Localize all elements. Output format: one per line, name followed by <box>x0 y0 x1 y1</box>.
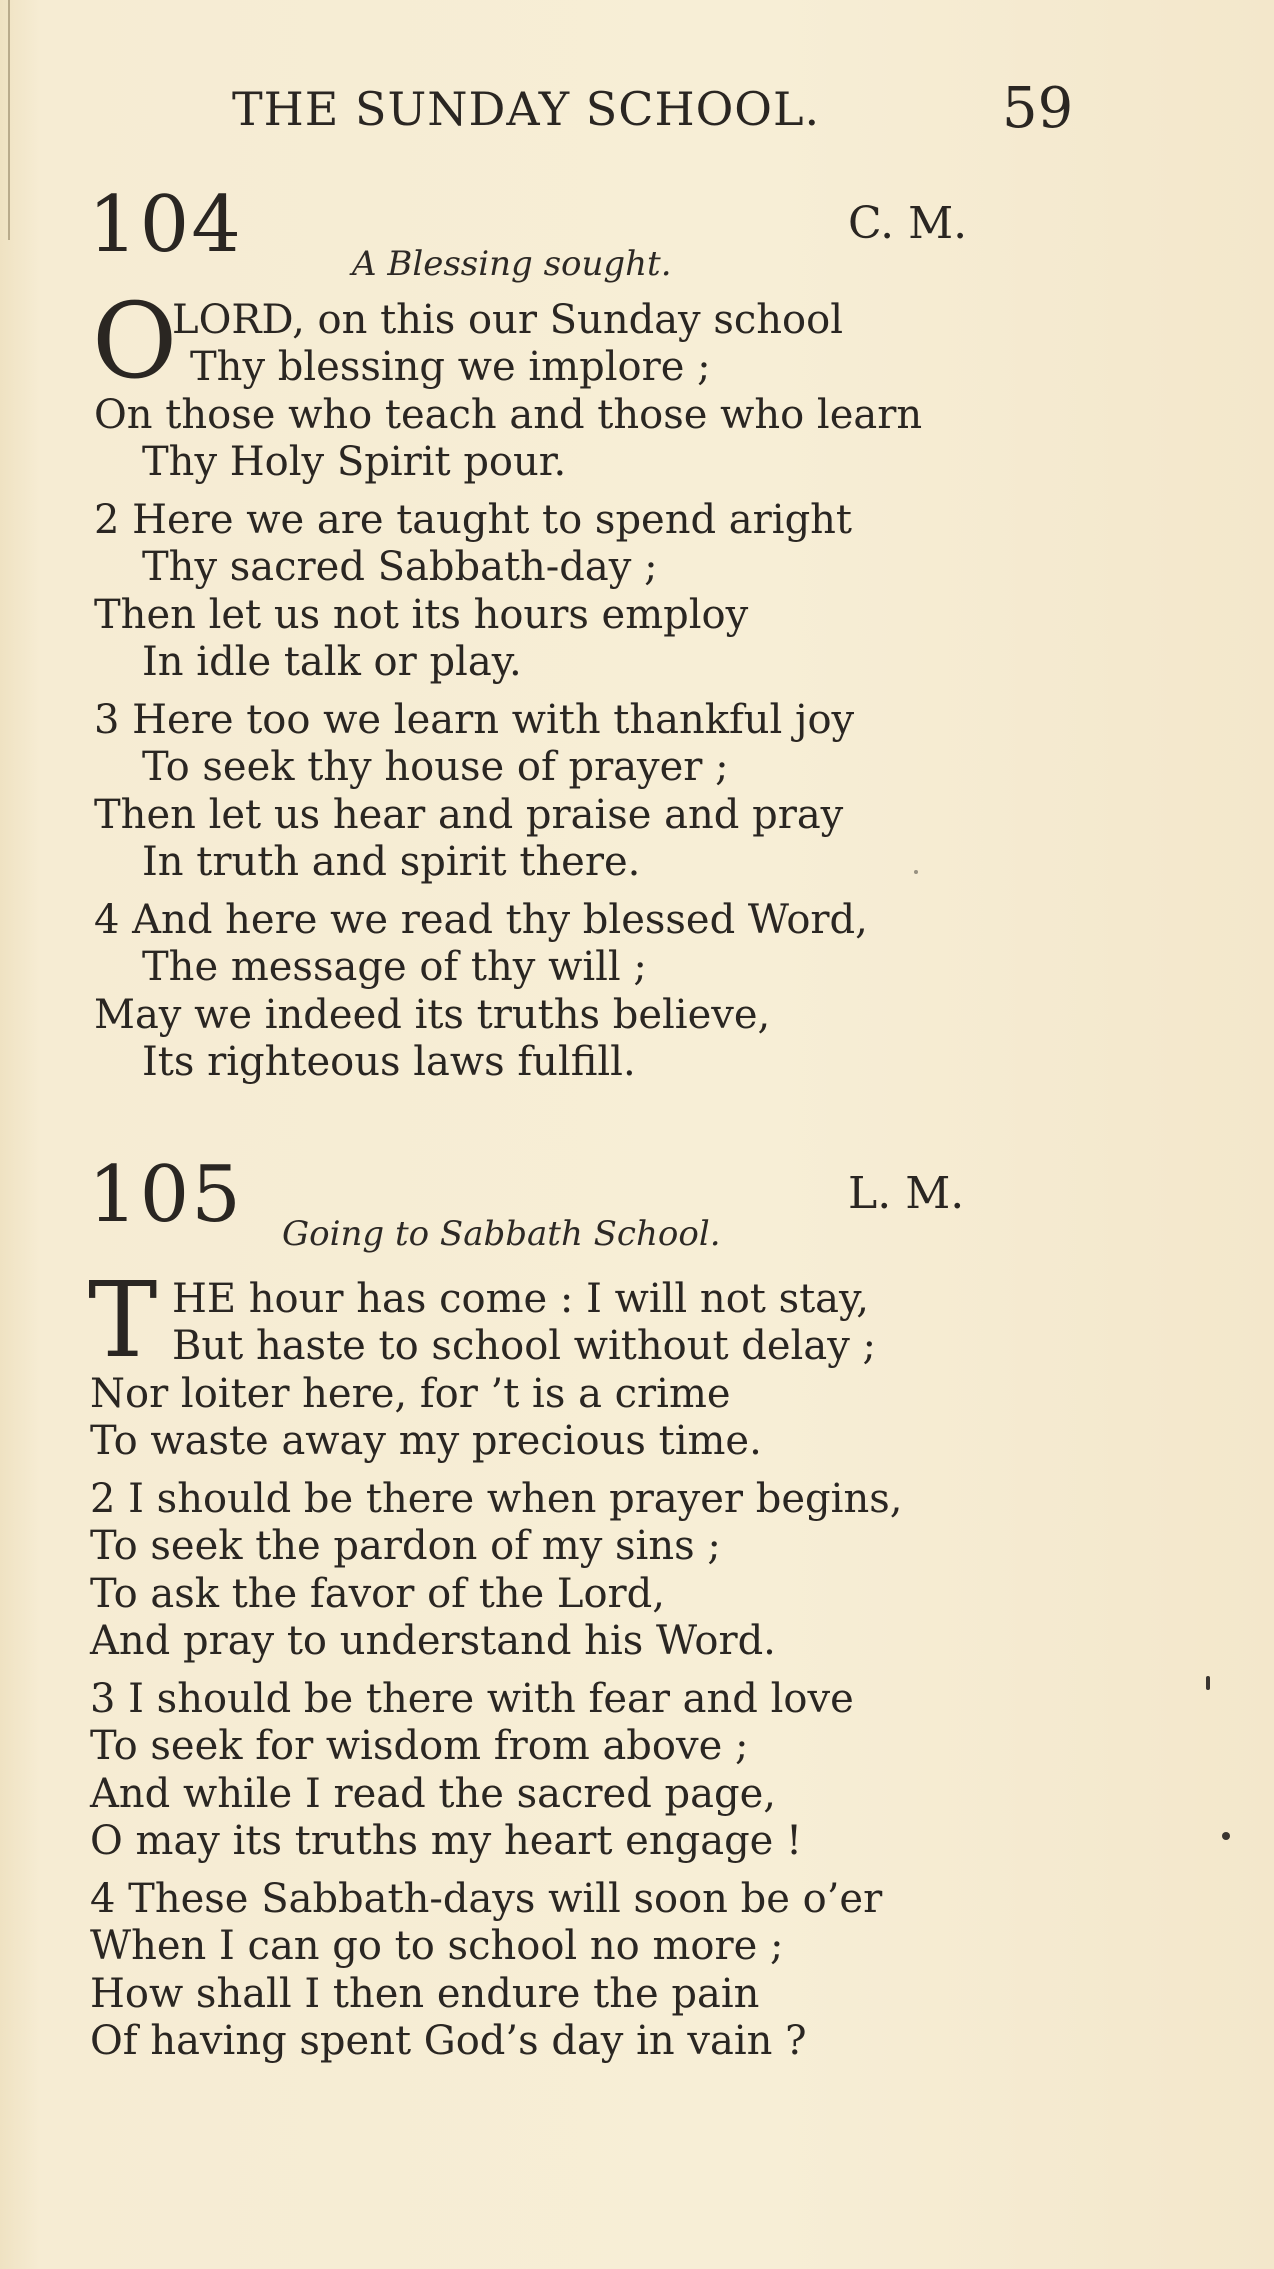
verse-line: How shall I then endure the pain <box>90 1971 760 2017</box>
verse-line: And pray to understand his Word. <box>90 1618 776 1664</box>
hymn-meter: L. M. <box>848 1168 965 1219</box>
ink-speck <box>914 870 918 874</box>
verse-line: In idle talk or play. <box>142 639 522 685</box>
verse-line: The message of thy will ; <box>142 944 647 990</box>
ink-speck <box>1206 1676 1210 1690</box>
verse-line: 4 These Sabbath-days will soon be o’er <box>90 1876 883 1922</box>
verse-line: To seek for wisdom from above ; <box>90 1723 749 1769</box>
verse-line: Its righteous laws fulfill. <box>142 1039 636 1085</box>
verse-line: 3 I should be there with fear and love <box>90 1676 854 1722</box>
verse-line: 4 And here we read thy blessed Word, <box>94 897 868 943</box>
verse-line: HE hour has come : I will not stay, <box>172 1276 870 1322</box>
verse-line: 3 Here too we learn with thankful joy <box>94 697 855 743</box>
verse-line: Thy blessing we implore ; <box>190 344 711 390</box>
verse-line: To ask the favor of the Lord, <box>90 1571 665 1617</box>
verse-line: In truth and spirit there. <box>142 839 641 885</box>
verse-line: Nor loiter here, for ’t is a crime <box>90 1371 731 1417</box>
ink-speck <box>1222 1832 1230 1840</box>
verse-line: But haste to school without delay ; <box>172 1323 876 1369</box>
verse-line: On those who teach and those who learn <box>94 392 923 438</box>
verse-line: When I can go to school no more ; <box>90 1923 784 1969</box>
verse-line: To seek thy house of prayer ; <box>142 744 729 790</box>
verse-line: 2 I should be there when prayer begins, <box>90 1476 903 1522</box>
running-title: THE SUNDAY SCHOOL. <box>232 82 821 136</box>
verse-line: Then let us hear and praise and pray <box>94 792 844 838</box>
hymn-number: 105 <box>88 1150 243 1240</box>
hymn-number: 104 <box>88 180 243 270</box>
drop-cap: O <box>92 280 178 402</box>
verse-line: To waste away my precious time. <box>90 1418 762 1464</box>
verse-line: To seek the pardon of my sins ; <box>90 1523 721 1569</box>
hymn-meter: C. M. <box>848 198 968 249</box>
page-header <box>0 76 1274 142</box>
verse-line: Of having spent God’s day in vain ? <box>90 2018 807 2064</box>
verse-line: May we indeed its truths believe, <box>94 992 771 1038</box>
verse-line: And while I read the sacred page, <box>90 1771 776 1817</box>
verse-line: O may its truths my heart engage ! <box>90 1818 803 1864</box>
verse-line: Thy sacred Sabbath-day ; <box>142 544 658 590</box>
hymn-subtitle: Going to Sabbath School. <box>282 1214 721 1254</box>
hymn-subtitle: A Blessing sought. <box>352 244 672 284</box>
verse-line: Thy Holy Spirit pour. <box>142 439 567 485</box>
verse-line: 2 Here we are taught to spend aright <box>94 497 853 543</box>
drop-cap: T <box>88 1259 158 1381</box>
page-number: 59 <box>1002 76 1074 141</box>
verse-line: Then let us not its hours employ <box>94 592 749 638</box>
verse-line: LORD, on this our Sunday school <box>172 297 843 343</box>
